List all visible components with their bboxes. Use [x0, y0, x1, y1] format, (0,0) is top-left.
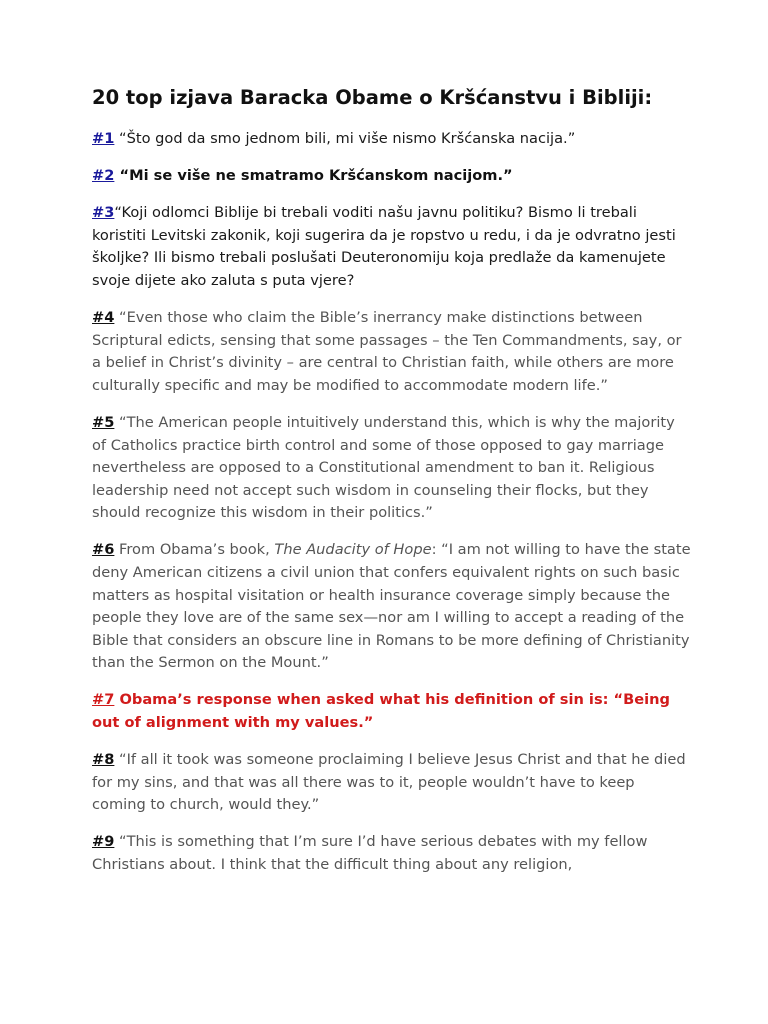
quote-number-link[interactable]: #1	[92, 130, 115, 147]
quote-9	[92, 831, 692, 876]
quote-text: “The American people intuitively understand this, which is why the majority of Catholics practice birth control and some of those opposed to gay marriage nevertheless are opposed to a Constitutional amendment to ban it. Religious leadership need not accept such wisdom in counseling their flocks, but they should recognize this wisdom in their politics.”	[92, 413, 675, 522]
quote-number-link[interactable]: #8	[92, 751, 115, 769]
quote-number-link[interactable]: #5	[92, 413, 115, 431]
quote-text: Obama’s response when asked what his definition of sin is: “Being out of alignment with my values.”	[92, 691, 670, 732]
document-title: 20 top izjava Baracka Obame o Kršćanstvu i Bibliji:	[92, 86, 653, 109]
quote-text: “If all it took was someone proclaiming I believe Jesus Christ and that he died for my sins, and that was all there was to it, people wouldn’t have to keep coming to church, would they.”	[92, 751, 686, 814]
quote-3	[92, 202, 692, 292]
quote-1	[92, 128, 692, 151]
quote-text: “This is something that I’m sure I’d have serious debates with my fellow Christians about. I think that the difficult thing about any religion,	[92, 833, 648, 874]
quote-text: “Koji odlomci Biblije bi trebali voditi našu javnu politiku? Bismo li trebali koristiti Levitski zakonik, koji sugerira da je ropstvo u redu, i da je odvratno jesti školjke? Ili bismo trebali poslušati Deuteronomiju koja predlaže da kamenujete svoje dijete ako zaluta s puta vjere?	[92, 204, 676, 289]
quote-7	[92, 689, 692, 734]
quote-text: “Even those who claim the Bible’s inerrancy make distinctions between Scriptural edicts, sensing that some passages – the Ten Commandments, say, or a belief in Christ’s divinity – are central to Christian faith, while others are more culturally specific and may be modified to accommodate modern life.”	[92, 309, 682, 394]
quote-number-link[interactable]: #9	[92, 833, 115, 851]
document-page	[92, 86, 692, 891]
quote-text: “Što god da smo jednom bili, mi više nismo Kršćanska nacija.”	[114, 130, 576, 147]
quote-5	[92, 412, 692, 525]
quote-8	[92, 749, 692, 817]
quote-2	[92, 165, 692, 188]
quote-text: “Mi se više ne smatramo Kršćanskom nacijom.”	[114, 167, 513, 185]
quote-text-post: : “I am not willing to have the state deny American citizens a civil union that confers equivalent rights on such basic matters as hospital visitation or health insurance coverage simply because the people they love are of the same sex—nor am I willing to accept a reading of the Bible that considers an obscure line in Romans to be more defining of Christianity than the Sermon on the Mount.”	[92, 541, 691, 672]
quote-number-link[interactable]: #7	[92, 691, 115, 709]
quote-number-link[interactable]: #2	[92, 167, 115, 185]
quote-6	[92, 539, 692, 675]
quote-text-pre: From Obama’s book,	[114, 541, 275, 559]
quote-number-link[interactable]: #6	[92, 541, 115, 559]
quote-number-link[interactable]: #4	[92, 309, 115, 327]
quote-4	[92, 307, 692, 397]
book-title: The Audacity of Hope	[274, 541, 432, 559]
quote-number-link[interactable]: #3	[92, 204, 115, 222]
